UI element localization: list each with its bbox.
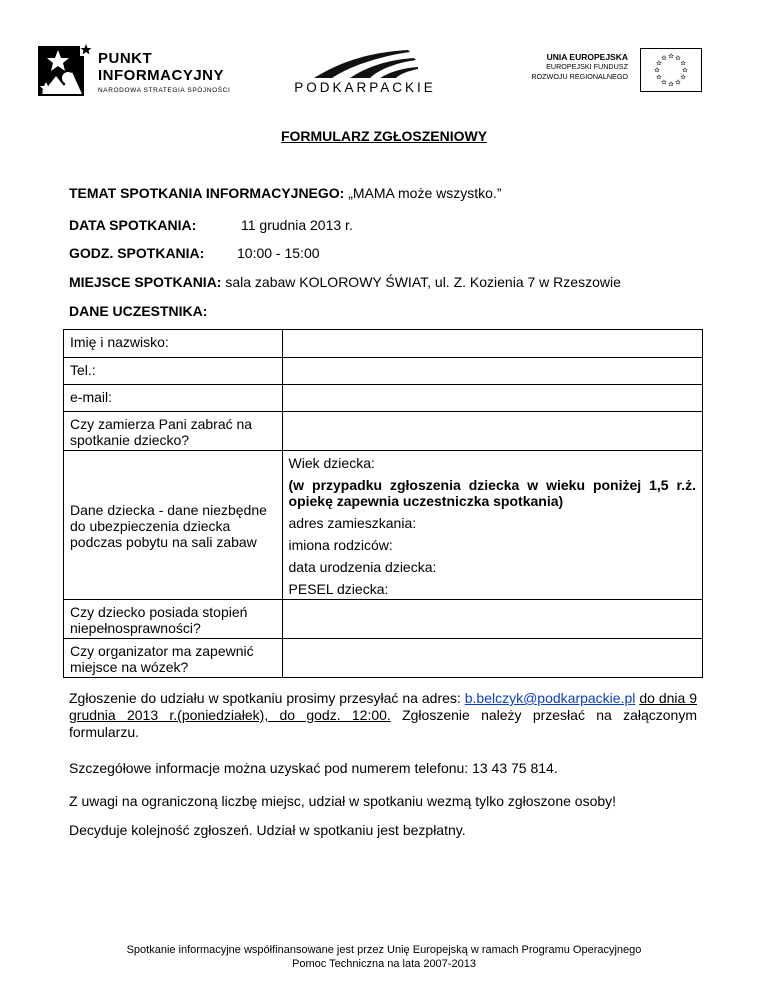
eu-star-icon [676, 80, 681, 84]
participant-form-table [63, 329, 703, 678]
footer-line1: Spotkanie informacyjne współfinansowane jest przez Unię Europejską w ramach Programu Operacyjnego [126, 944, 642, 956]
table-row [64, 600, 703, 639]
eu-flag-icon [640, 48, 702, 92]
phone-label: Tel.: [64, 358, 283, 385]
podkarpackie-logo [290, 48, 440, 98]
contact-email-link[interactable]: b.belczyk@podkarpackie.pl [464, 690, 636, 706]
eu-star-icon [676, 55, 681, 59]
star-figure-icon [38, 42, 96, 98]
eu-star-icon [657, 61, 662, 65]
meeting-date-value: 11 grudnia 2013 r. [241, 217, 353, 233]
eu-star-icon [657, 75, 662, 79]
meeting-topic [69, 185, 501, 201]
attach-note: Zgłoszenie należy przesłać na załączonym formularzu. [69, 707, 697, 740]
eu-star-icon [681, 75, 686, 79]
place-value: sala zabaw KOLOROWY ŚWIAT, ul. Z. Kozienia 7 w Rzeszowie [225, 274, 621, 290]
eu-star-icon [683, 68, 688, 72]
pi-logo-line3: NARODOWA STRATEGIA SPÓJNOŚCI [98, 87, 231, 94]
name-field[interactable] [282, 330, 702, 358]
stroller-field[interactable] [282, 639, 702, 678]
mountain-swoosh-icon [310, 48, 420, 78]
pi-logo-line1: PUNKT [98, 50, 153, 67]
name-label: Imię i nazwisko: [64, 330, 283, 358]
meeting-place [69, 274, 621, 290]
participant-heading: DANE UCZESTNIKA: [69, 303, 208, 319]
child-care-note: (w przypadku zgłoszenia dziecka w wieku poniżej 1,5 r.ż. opiekę zapewnia uczestniczka spotkania) [288, 477, 696, 509]
bring-child-field[interactable] [282, 412, 702, 451]
limit-info: Z uwagi na ograniczoną liczbę miejsc, udział w spotkaniu wezmą tylko zgłoszone osoby! [69, 793, 617, 809]
child-age-label: Wiek dziecka: [288, 455, 375, 471]
topic-label: TEMAT SPOTKANIA INFORMACYJNEGO: [69, 185, 345, 201]
birthdate-label: data urodzenia dziecka: [288, 559, 437, 575]
disability-field[interactable] [282, 600, 702, 639]
eu-fund-text [510, 52, 628, 82]
punkt-informacyjny-logo [38, 42, 248, 98]
email-label: e-mail: [64, 385, 283, 412]
meeting-time-value: 10:00 - 15:00 [237, 245, 320, 261]
eu-line3: ROZWOJU REGIONALNEGO [531, 72, 628, 81]
meeting-time-label: GODZ. SPOTKANIA: [69, 245, 205, 261]
phone-field[interactable] [282, 358, 702, 385]
form-title: FORMULARZ ZGŁOSZENIOWY [280, 128, 488, 144]
table-row [64, 358, 703, 385]
table-row [64, 385, 703, 412]
eu-star-icon [662, 55, 667, 59]
child-data-field[interactable] [282, 451, 702, 600]
eu-line1: UNIA EUROPEJSKA [546, 52, 628, 62]
pi-logo-line2: INFORMACYJNY [98, 67, 225, 84]
table-row [64, 451, 703, 600]
topic-value: „MAMA może wszystko.” [348, 185, 502, 201]
meeting-date-label: DATA SPOTKANIA: [69, 217, 197, 233]
submit-text: Zgłoszenie do udziału w spotkaniu prosimy przesyłać na adres: [69, 690, 461, 706]
podkarpackie-text: PODKARPACKIE [294, 80, 436, 95]
bring-child-label: Czy zamierza Pani zabrać na spotkanie dziecko? [64, 412, 283, 451]
eu-star-icon [655, 68, 660, 72]
address-label: adres zamieszkania: [288, 515, 417, 531]
table-row [64, 412, 703, 451]
stroller-label: Czy organizator ma zapewnić miejsce na wózek? [64, 639, 283, 678]
parents-label: imiona rodziców: [288, 537, 393, 553]
place-label: MIEJSCE SPOTKANIA: [69, 274, 222, 290]
disability-label: Czy dziecko posiada stopień niepełnosprawności? [64, 600, 283, 639]
order-info: Decyduje kolejność zgłoszeń. Udział w spotkaniu jest bezpłatny. [69, 822, 466, 838]
pesel-label: PESEL dziecka: [288, 581, 389, 597]
eu-star-icon [681, 61, 686, 65]
phone-info: Szczegółowe informacje można uzyskać pod numerem telefonu: 13 43 75 814. [69, 760, 558, 776]
footer-line2: Pomoc Techniczna na lata 2007-2013 [292, 958, 476, 970]
footer [0, 943, 768, 971]
eu-star-icon [669, 82, 674, 86]
submission-info [69, 690, 697, 741]
eu-stars-circle [641, 49, 701, 91]
eu-line2: EUROPEJSKI FUNDUSZ [546, 62, 628, 71]
table-row [64, 330, 703, 358]
eu-star-icon [662, 80, 667, 84]
table-row [64, 639, 703, 678]
deadline-text: do dnia 9 grudnia 2013 r.(poniedziałek), do godz. 12:00. [69, 690, 698, 723]
eu-star-icon [669, 54, 674, 58]
child-data-label: Dane dziecka - dane niezbędne do ubezpieczenia dziecka podczas pobytu na sali zabaw [64, 451, 283, 600]
email-field[interactable] [282, 385, 702, 412]
